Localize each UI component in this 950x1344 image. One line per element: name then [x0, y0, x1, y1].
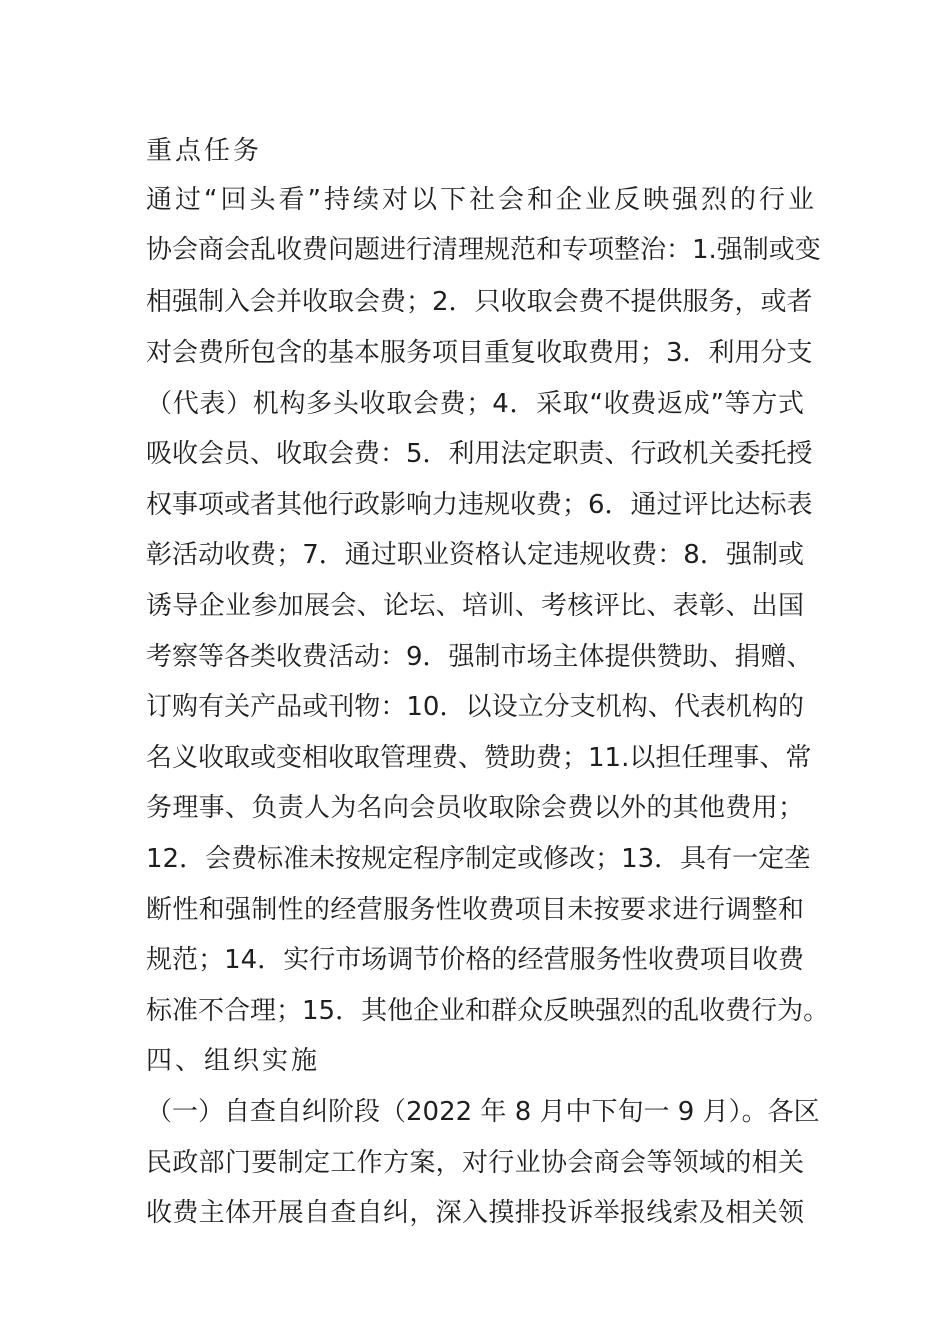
- text-line: 务理事、负责人为名向会员收取除会费以外的其他费用；: [146, 793, 804, 823]
- text-line: 收费主体开展自查自纠，深入摸排投诉举报线索及相关领: [146, 1198, 804, 1228]
- text-line: （代表）机构多头收取会费；4．采取“收费返成”等方式: [146, 389, 804, 419]
- text-line: 权事项或者其他行政影响力违规收费；6．通过评比达标表: [146, 490, 813, 520]
- text-line: 相强制入会并收取会费；2．只收取会费不提供服务，或者: [146, 287, 813, 317]
- text-line: 对会费所包含的基本服务项目重复收取费用；3．利用分支: [146, 338, 813, 368]
- text-line: 12．会费标准未按规定程序制定或修改；13．具有一定垄: [146, 844, 811, 874]
- text-line: 标准不合理；15．其他企业和群众反映强烈的乱收费行为。: [146, 996, 830, 1026]
- text-line: （一）自查自纠阶段（2022 年 8 月中下旬一 9 月）。各区: [146, 1097, 820, 1127]
- text-line: 名义收取或变相收取管理费、赞助费；11.以担任理事、常: [146, 743, 812, 773]
- text-line: 吸收会员、收取会费：5．利用法定职责、行政机关委托授: [146, 439, 813, 469]
- text-line: 民政部门要制定工作方案，对行业协会商会等领域的相关: [146, 1148, 804, 1178]
- text-line: 规范；14．实行市场调节价格的经营服务性收费项目收费: [146, 945, 804, 975]
- text-line: 断性和强制性的经营服务性收费项目未按要求进行调整和: [146, 895, 804, 925]
- text-line: 彰活动收费；7．通过职业资格认定违规收费：8．强制或: [146, 540, 804, 570]
- text-line: 协会商会乱收费问题进行清理规范和专项整治：1.强制或变: [146, 235, 821, 265]
- text-line: 订购有关产品或刊物：10．以设立分支机构、代表机构的: [146, 692, 804, 722]
- section-heading-key-tasks: 重点任务: [146, 136, 263, 166]
- section-heading-organization: 四、组织实施: [146, 1046, 321, 1076]
- text-line: 诱导企业参加展会、论坛、培训、考核评比、表彰、出国: [146, 591, 804, 621]
- text-line: 考察等各类收费活动：9．强制市场主体提供赞助、捐赠、: [146, 642, 813, 672]
- text-line: 通过“回头看”持续对以下社会和企业反映强烈的行业: [146, 185, 817, 215]
